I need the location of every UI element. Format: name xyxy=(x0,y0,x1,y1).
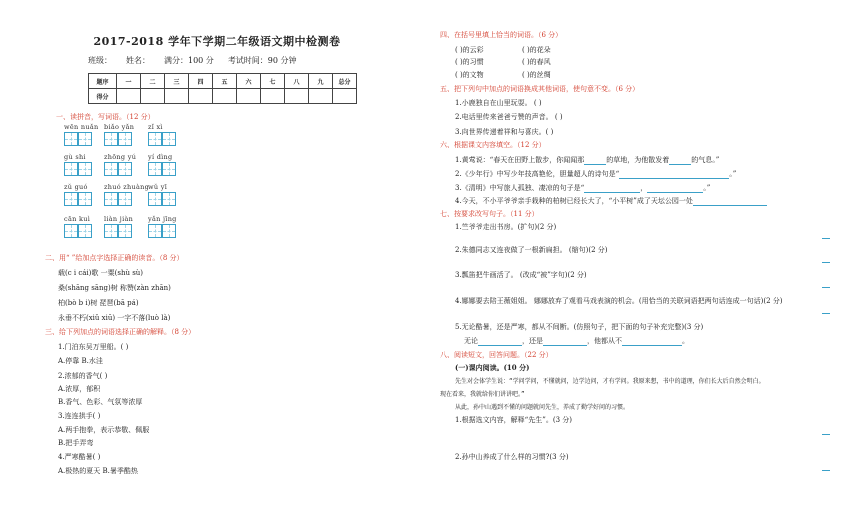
question-line xyxy=(455,183,710,193)
question-line: 3.瓢笛把牛画活了。 (改成“被”字句)(2 分) xyxy=(455,271,587,279)
class-field: 班级： xyxy=(88,56,112,65)
section-7-title: 七、按要求改写句子。（11 分） xyxy=(440,210,539,218)
score-cell[interactable] xyxy=(309,89,333,104)
char-box[interactable] xyxy=(162,224,176,238)
answer-blank[interactable] xyxy=(584,186,640,193)
score-header-cell: 七 xyxy=(261,74,285,89)
char-box[interactable] xyxy=(162,132,176,146)
question-text: 2.《少年行》中写少年技高艳伦，胆量超人的诗句是“ xyxy=(455,170,620,178)
passage-line: 现在看来，我就给你们讲讲吧。” xyxy=(440,391,525,398)
char-box[interactable] xyxy=(78,162,92,176)
pinyin-text: zhuó zhuàng xyxy=(104,183,150,191)
answer-blank[interactable] xyxy=(478,339,522,346)
question-line: 4.严寒酷暑( ) xyxy=(58,453,101,461)
pinyin-text: zǔ guó xyxy=(64,183,88,191)
pinyin-item xyxy=(148,215,204,238)
question-line xyxy=(455,155,719,165)
answer-blank[interactable] xyxy=(619,172,729,179)
question-line: 1.竺爷爷走出书房。(扩句)(2 分) xyxy=(455,223,557,231)
score-table xyxy=(88,73,357,104)
char-box[interactable] xyxy=(104,162,118,176)
score-header-row xyxy=(89,74,357,89)
score-cell[interactable] xyxy=(189,89,213,104)
char-box[interactable] xyxy=(64,162,78,176)
answer-blank[interactable] xyxy=(693,199,767,206)
answer-line[interactable] xyxy=(822,470,830,471)
char-box[interactable] xyxy=(64,224,78,238)
pinyin-text: zǐ xì xyxy=(148,123,163,131)
question-line: 1.根据选文内容，解释“先生”。(3 分) xyxy=(455,416,572,424)
answer-blank[interactable] xyxy=(584,158,606,165)
score-header-cell: 总分 xyxy=(333,74,357,89)
passage-line: 先生对会体学生说：“学问学问，不懂就问，边学边问，才有学问。我原来想，书中的道理，你们长大后自然会明白。 xyxy=(455,378,765,385)
score-cell[interactable] xyxy=(165,89,189,104)
option-line: A.停靠 B.水洼 xyxy=(58,357,103,365)
fill-item: ( )的文物 xyxy=(455,71,484,79)
char-box[interactable] xyxy=(104,132,118,146)
score-header-cell: 六 xyxy=(237,74,261,89)
reading-line: 永垂不朽(xiǔ xiū) 一字不落(luò là) xyxy=(58,314,171,322)
option-line: B.把手弄弯 xyxy=(58,439,94,447)
section-1-title: 一、读拼音，写词语。（12 分） xyxy=(56,113,155,121)
pinyin-text: cān kuì xyxy=(64,215,91,223)
question-line: 3.连连拱手( ) xyxy=(58,412,101,420)
pinyin-text: yí dìng xyxy=(148,153,173,161)
question-text: ， xyxy=(640,184,648,192)
reading-line: 载(c i cái)歌 一粟(shù sù) xyxy=(58,269,144,277)
score-header-cell: 四 xyxy=(189,74,213,89)
char-box[interactable] xyxy=(148,224,162,238)
section-8-title: 八、阅读短文，回答问题。（22 分） xyxy=(440,351,553,359)
char-box[interactable] xyxy=(148,132,162,146)
score-header-cell: 五 xyxy=(213,74,237,89)
question-line xyxy=(464,336,689,346)
char-box[interactable] xyxy=(118,132,132,146)
char-box[interactable] xyxy=(104,224,118,238)
answer-blank[interactable] xyxy=(647,186,703,193)
pinyin-text: wēn nuǎn xyxy=(64,123,99,131)
char-box[interactable] xyxy=(64,132,78,146)
score-cell[interactable] xyxy=(141,89,165,104)
question-text: 3.《清明》中写旅人孤独、凄凉的句子是“ xyxy=(455,184,585,192)
reading-line: 桑(shāng sāng)树 称赞(zàn zhān) xyxy=(58,284,171,292)
pinyin-text: biǎo yǎn xyxy=(104,123,135,131)
score-cell[interactable] xyxy=(213,89,237,104)
option-line: B.香气、色彩、气氛等浓厚 xyxy=(58,398,143,406)
question-line: 2.朱德同志又连夜做了一根新扁担。 (缩句)(2 分) xyxy=(455,246,608,254)
score-cell[interactable] xyxy=(261,89,285,104)
question-line: 2.电话里传来爸爸亏赞的声音。 ( ) xyxy=(455,113,563,121)
answer-line[interactable] xyxy=(822,287,830,288)
question-text: 。” xyxy=(729,170,737,178)
option-line: A.极热的夏天 B.暑季酷热 xyxy=(58,467,138,475)
exam-info xyxy=(88,55,297,66)
char-box[interactable] xyxy=(162,192,176,206)
score-header-cell: 八 xyxy=(285,74,309,89)
score-row-label: 得分 xyxy=(89,89,117,104)
question-line: 5.无论酷暑，还是严寒，都从不间断。(仿照句子，把下面的句子补充完整)(3 分) xyxy=(455,323,704,331)
char-box[interactable] xyxy=(104,192,118,206)
char-box[interactable] xyxy=(78,192,92,206)
sub-section-title: (一)课内阅读。(10 分) xyxy=(455,363,530,372)
question-text: 1.黄莺说：“春天在田野上散步，你闻闻那 xyxy=(455,156,585,164)
fill-item: ( )的花朵 xyxy=(522,46,551,54)
char-box[interactable] xyxy=(118,224,132,238)
pinyin-text: wǔ yī xyxy=(148,183,168,191)
passage-line: 从此，孙中山遇到不懂的问题就问先生，养成了勤学好问的习惯。 xyxy=(455,404,630,411)
answer-line[interactable] xyxy=(822,262,830,263)
answer-line[interactable] xyxy=(822,313,830,314)
question-text: 无论 xyxy=(464,337,478,345)
exam-time: 考试时间：90 分钟 xyxy=(227,56,297,65)
pinyin-item xyxy=(148,183,204,206)
pinyin-text: zhōng yú xyxy=(104,153,137,161)
question-text: 的草地，为他散发着 xyxy=(606,156,670,164)
pinyin-item xyxy=(148,123,204,146)
name-field: 姓名： xyxy=(126,56,150,65)
full-score: 满分：100 分 xyxy=(164,56,214,65)
char-box[interactable] xyxy=(78,132,92,146)
question-line xyxy=(455,196,767,206)
question-text: 4.今天，不小平爷爷亲手栽种的柏树已经长大了，“小平树”成了天坛公园一处 xyxy=(455,197,693,205)
score-value-row xyxy=(89,89,357,104)
pinyin-item xyxy=(148,153,204,176)
char-box[interactable] xyxy=(78,224,92,238)
char-box[interactable] xyxy=(118,162,132,176)
score-cell[interactable] xyxy=(237,89,261,104)
section-6-title: 六、根据课文内容填空。（12 分） xyxy=(440,141,546,149)
pinyin-text: yǎn jīng xyxy=(148,215,177,223)
question-text: ，还是 xyxy=(522,337,543,345)
fill-item: ( )的春风 xyxy=(522,58,551,66)
fill-item: ( )的丝绸 xyxy=(522,71,551,79)
answer-blank[interactable] xyxy=(622,339,682,346)
question-text: 。 xyxy=(682,337,689,345)
score-cell[interactable] xyxy=(333,89,357,104)
option-line: A.两手抱拳，表示恭敬、佩服 xyxy=(58,426,150,434)
char-box[interactable] xyxy=(148,162,162,176)
score-cell[interactable] xyxy=(285,89,309,104)
score-header-cell: 三 xyxy=(165,74,189,89)
section-4-title: 四、在括号里填上恰当的词语。（6 分） xyxy=(440,31,563,39)
section-2-title: 二、用“ ”给加点字选择正确的读音。（8 分） xyxy=(45,254,184,262)
option-line: A.浓厚，郁积 xyxy=(58,385,101,393)
score-header-cell: 题序 xyxy=(89,74,117,89)
score-header-cell: 二 xyxy=(141,74,165,89)
question-line: 1.门泊东吴万里船。( ) xyxy=(58,343,129,351)
answer-line[interactable] xyxy=(822,434,830,435)
score-header-cell: 一 xyxy=(117,74,141,89)
page-title: 2017-2018 学年下学期二年级语文期中检测卷 xyxy=(93,35,341,48)
question-line: 1.小鹿独自在山里玩耍。 ( ) xyxy=(455,99,542,107)
char-box[interactable] xyxy=(118,192,132,206)
char-box[interactable] xyxy=(162,162,176,176)
answer-blank[interactable] xyxy=(543,339,587,346)
reading-line: 柏(bò b i)树 琵琶(bā pá) xyxy=(58,299,139,307)
char-box[interactable] xyxy=(148,192,162,206)
question-line xyxy=(455,169,736,179)
question-line: 4.娜娜要去陪王薇姐姐。 娜娜放弃了观看马戏表演的机会。(用恰当的关联词语把两句话连成一句话)(2 分) xyxy=(455,297,783,305)
question-line: 3.向世界传递着祥和与喜庆。( ) xyxy=(455,128,554,136)
question-line: 2.浓郁的香气( ) xyxy=(58,372,108,380)
pinyin-text: liàn jiàn xyxy=(104,215,134,223)
question-text: ，他都从不 xyxy=(587,337,622,345)
answer-line[interactable] xyxy=(822,238,830,239)
char-box[interactable] xyxy=(64,192,78,206)
score-cell[interactable] xyxy=(117,89,141,104)
score-header-cell: 九 xyxy=(309,74,333,89)
question-text: 。” xyxy=(703,184,711,192)
fill-item: ( )的云彩 xyxy=(455,46,484,54)
section-3-title: 三、给下列加点的词语选择正确的解释。（8 分） xyxy=(45,328,196,336)
question-text: 的气息。” xyxy=(691,156,720,164)
pinyin-text: gù shi xyxy=(64,153,86,161)
answer-blank[interactable] xyxy=(669,158,691,165)
fill-item: ( )的习惯 xyxy=(455,58,484,66)
section-5-title: 五、把下列句中加点的词语换成其他词语，使句意不变。（6 分） xyxy=(440,85,640,93)
question-line: 2.孙中山养成了什么样的习惯?(3 分) xyxy=(455,453,569,461)
